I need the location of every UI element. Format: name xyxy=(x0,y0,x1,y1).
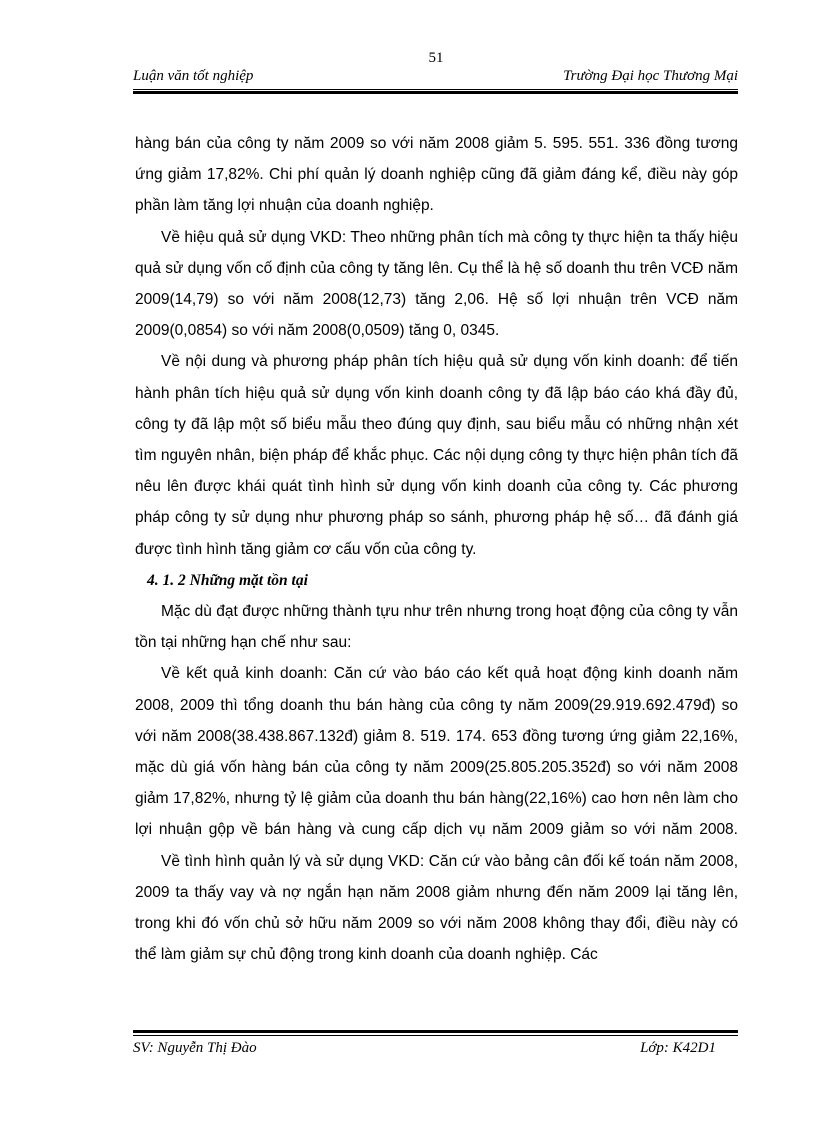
body-paragraph: Về kết quả kinh doanh: Căn cứ vào báo cáo kết quả hoạt động kinh doanh năm 2008, 2009 thì tổng doanh thu bán hàng của công ty năm 2009(29.919.692.479đ) so với năm 2008(38.438.867.132đ) giảm 8. 519. 174. 653 đồng tương ứng giảm 22,16%, mặc dù giá vốn hàng bán của công ty năm 2009(25.805.205.352đ) so với năm 2008 giảm 17,82%, nhưng tỷ lệ giảm của doanh thu bán hàng(22,16%) cao hơn nên làm cho lợi nhuận gộp về bán hàng và cung cấp dịch vụ năm 2009 giảm so với năm 2008. xyxy=(135,665,738,839)
body-paragraph: hàng bán của công ty năm 2009 so với năm 2008 giảm 5. 595. 551. 336 đồng tương ứng giảm 17,82%. Chi phí quản lý doanh nghiệp cũng đã giảm đáng kể, điều này góp phần làm tăng lợi nhuận của doanh nghiệp. xyxy=(135,135,738,215)
footer-class-code: Lớp: K42D1 xyxy=(640,1040,716,1056)
footer-rule-thin xyxy=(133,1035,738,1036)
body-paragraph: Về tình hình quản lý và sử dụng VKD: Căn cứ vào bảng cân đối kế toán năm 2008, 2009 ta thấy vay và nợ ngắn hạn năm 2008 giảm nhưng đến năm 2009 lại tăng lên, trong khi đó vốn chủ sở hữu năm 2009 so với năm 2008 không thay đổi, điều này có thể làm giảm sự chủ động trong kinh doanh của doanh nghiệp. Các xyxy=(135,852,738,964)
header-university-name: Trường Đại học Thương Mại xyxy=(563,68,738,84)
body-paragraph: Về nội dung và phương pháp phân tích hiệu quả sử dụng vốn kinh doanh: để tiến hành phân tích hiệu quả sử dụng vốn kinh doanh công ty đã lập báo cáo khá đầy đủ, công ty đã lập một số biểu mẫu theo đúng quy định, sau biểu mẫu có những nhận xét tìm nguyên nhân, biện pháp để khắc phục. Các nội dụng công ty thực hiện phân tích đã nêu lên được khái quát tình hình sử dụng vốn kinh doanh của công ty. Các phương pháp công ty sử dụng như phương pháp so sánh, phương pháp hệ số… đã đánh giá được tình hình tăng giảm cơ cấu vốn của công ty. xyxy=(135,353,738,558)
body-paragraph: Mặc dù đạt được những thành tựu như trên nhưng trong hoạt động của công ty vẫn tồn tại những hạn chế như sau: xyxy=(135,603,738,652)
page-header xyxy=(133,68,738,88)
section-heading: 4. 1. 2 Những mặt tồn tại xyxy=(147,571,308,589)
header-thesis-label: Luận văn tốt nghiệp xyxy=(133,68,254,84)
footer-student-name: SV: Nguyễn Thị Đào xyxy=(133,1040,257,1056)
page-body xyxy=(135,128,738,970)
body-paragraph: Về hiệu quả sử dụng VKD: Theo những phân tích mà công ty thực hiện ta thấy hiệu quả sử dụng vốn cố định của công ty tăng lên. Cụ thể là hệ số doanh thu trên VCĐ năm 2009(14,79) so với năm 2008(12,73) tăng 2,06. Hệ số lợi nhuận trên VCĐ năm 2009(0,0854) so với năm 2008(0,0509) tăng 0, 0345. xyxy=(135,228,738,340)
header-rule-thick xyxy=(133,91,738,94)
footer-rule-thick xyxy=(133,1030,738,1033)
page-footer xyxy=(133,1040,738,1060)
page-number: 51 xyxy=(428,50,444,66)
header-rule-thin xyxy=(133,89,738,90)
